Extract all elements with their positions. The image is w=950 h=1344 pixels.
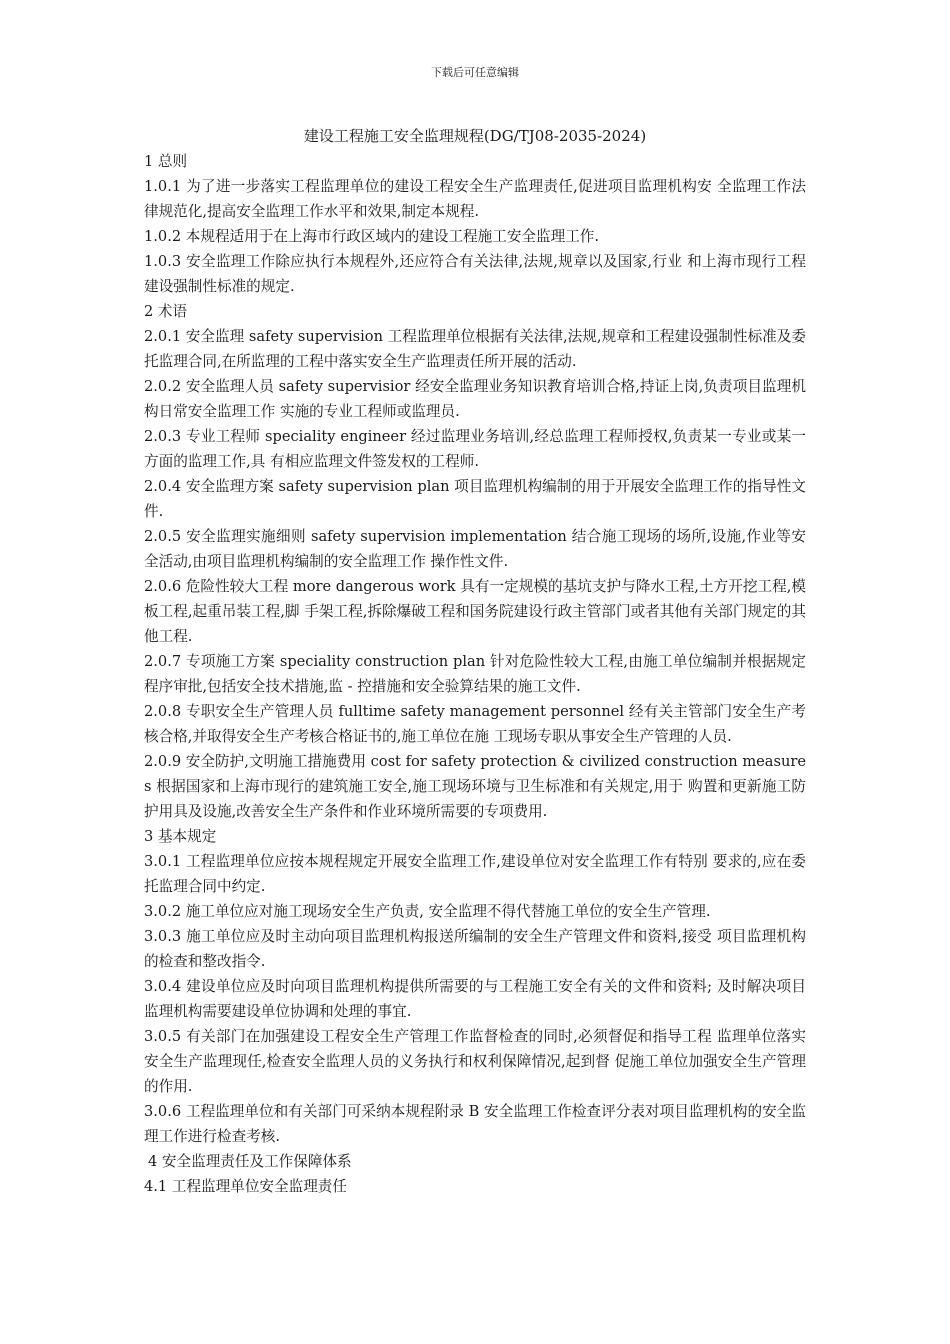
clause-paragraph: 2.0.2 安全监理人员 safety supervisior 经安全监理业务知识教育培训合格,持证上岗,负责项目监理机构日常安全监理工作 实施的专业工程师或监理员.	[144, 378, 806, 420]
clause-paragraph: 3.0.2 施工单位应对施工现场安全生产负责, 安全监理不得代替施工单位的安全生产管理.	[144, 903, 711, 920]
clause-paragraph: 1.0.3 安全监理工作除应执行本规程外,还应符合有关法律,法规,规章以及国家,行业 和上海市现行工程建设强制性标准的规定.	[144, 253, 806, 295]
clause-paragraph: 3.0.6 工程监理单位和有关部门可采纳本规程附录 B 安全监理工作检查评分表对项目监理机构的安全监理工作进行检查考核.	[144, 1103, 806, 1145]
clause-paragraph: 2.0.1 安全监理 safety supervision 工程监理单位根据有关法律,法规,规章和工程建设强制性标准及委托监理合同,在所监理的工程中落实安全生产监理责任所开展的活动.	[144, 328, 806, 370]
clause-paragraph: 2.0.6 危险性较大工程 more dangerous work 具有一定规模的基坑支护与降水工程,土方开挖工程,模板工程,起重吊装工程,脚 手架工程,拆除爆破工程和国务院建设行政主管部门或者其他有关部门规定的其他工程.	[144, 578, 806, 645]
clause-paragraph: 2.0.4 安全监理方案 safety supervision plan 项目监理机构编制的用于开展安全监理工作的指导性文件.	[144, 478, 806, 520]
clause-paragraph: 3.0.1 工程监理单位应按本规程规定开展安全监理工作,建设单位对安全监理工作有特别 要求的,应在委托监理合同中约定.	[144, 853, 806, 895]
clause-paragraph: 2.0.9 安全防护,文明施工措施费用 cost for safety protection & civilized construction measures 根据国家和上海市现行的建筑施工安全,施工现场环境与卫生标准和有关规定,用于 购置和更新施工防护用具及设施,改善安全生产条件和作业环境所需要的专项费用.	[144, 753, 806, 820]
section-heading: 4 安全监理责任及工作保障体系	[148, 1153, 352, 1170]
clause-paragraph: 1.0.1 为了进一步落实工程监理单位的建设工程安全生产监理责任,促进项目监理机构安 全监理工作法律规范化,提高安全监理工作水平和效果,制定本规程.	[144, 178, 806, 220]
subsection-heading: 4.1 工程监理单位安全监理责任	[144, 1178, 347, 1195]
section-heading: 3 基本规定	[144, 828, 217, 845]
header-note: 下载后可任意编辑	[431, 66, 519, 79]
clause-paragraph: 2.0.8 专职安全生产管理人员 fulltime safety management personnel 经有关主管部门安全生产考核合格,并取得安全生产考核合格证书的,施工单位在施 工现场专职从事安全生产管理的人员.	[144, 703, 806, 745]
clause-paragraph: 3.0.3 施工单位应及时主动向项目监理机构报送所编制的安全生产管理文件和资料,接受 项目监理机构的检查和整改指令.	[144, 928, 806, 970]
clause-paragraph: 2.0.5 安全监理实施细则 safety supervision implementation 结合施工现场的场所,设施,作业等安全活动,由项目监理机构编制的安全监理工作 操作性文件.	[144, 528, 806, 570]
document-title: 建设工程施工安全监理规程(DG/TJ08-2035-2024)	[303, 127, 647, 145]
clause-paragraph: 1.0.2 本规程适用于在上海市行政区域内的建设工程施工安全监理工作.	[144, 228, 600, 245]
clause-paragraph: 3.0.4 建设单位应及时向项目监理机构提供所需要的与工程施工安全有关的文件和资料; 及时解决项目监理机构需要建设单位协调和处理的事宜.	[144, 978, 806, 1020]
clause-paragraph: 2.0.7 专项施工方案 speciality construction plan 针对危险性较大工程,由施工单位编制并根据规定程序审批,包括安全技术措施,监 - 控措施和安全验算结果的施工文件.	[144, 653, 806, 695]
section-heading: 1 总则	[144, 153, 188, 170]
section-heading: 2 术语	[144, 303, 188, 320]
clause-paragraph: 3.0.5 有关部门在加强建设工程安全生产管理工作监督检查的同时,必须督促和指导工程 监理单位落实安全生产监理现任,检查安全监理人员的义务执行和权利保障情况,起到督 促施工单位加强安全生产管理的作用.	[144, 1028, 806, 1095]
document-body	[144, 124, 806, 1199]
clause-paragraph: 2.0.3 专业工程师 speciality engineer 经过监理业务培训,经总监理工程师授权,负责某一专业或某一方面的监理工作,具 有相应监理文件签发权的工程师.	[144, 428, 806, 470]
